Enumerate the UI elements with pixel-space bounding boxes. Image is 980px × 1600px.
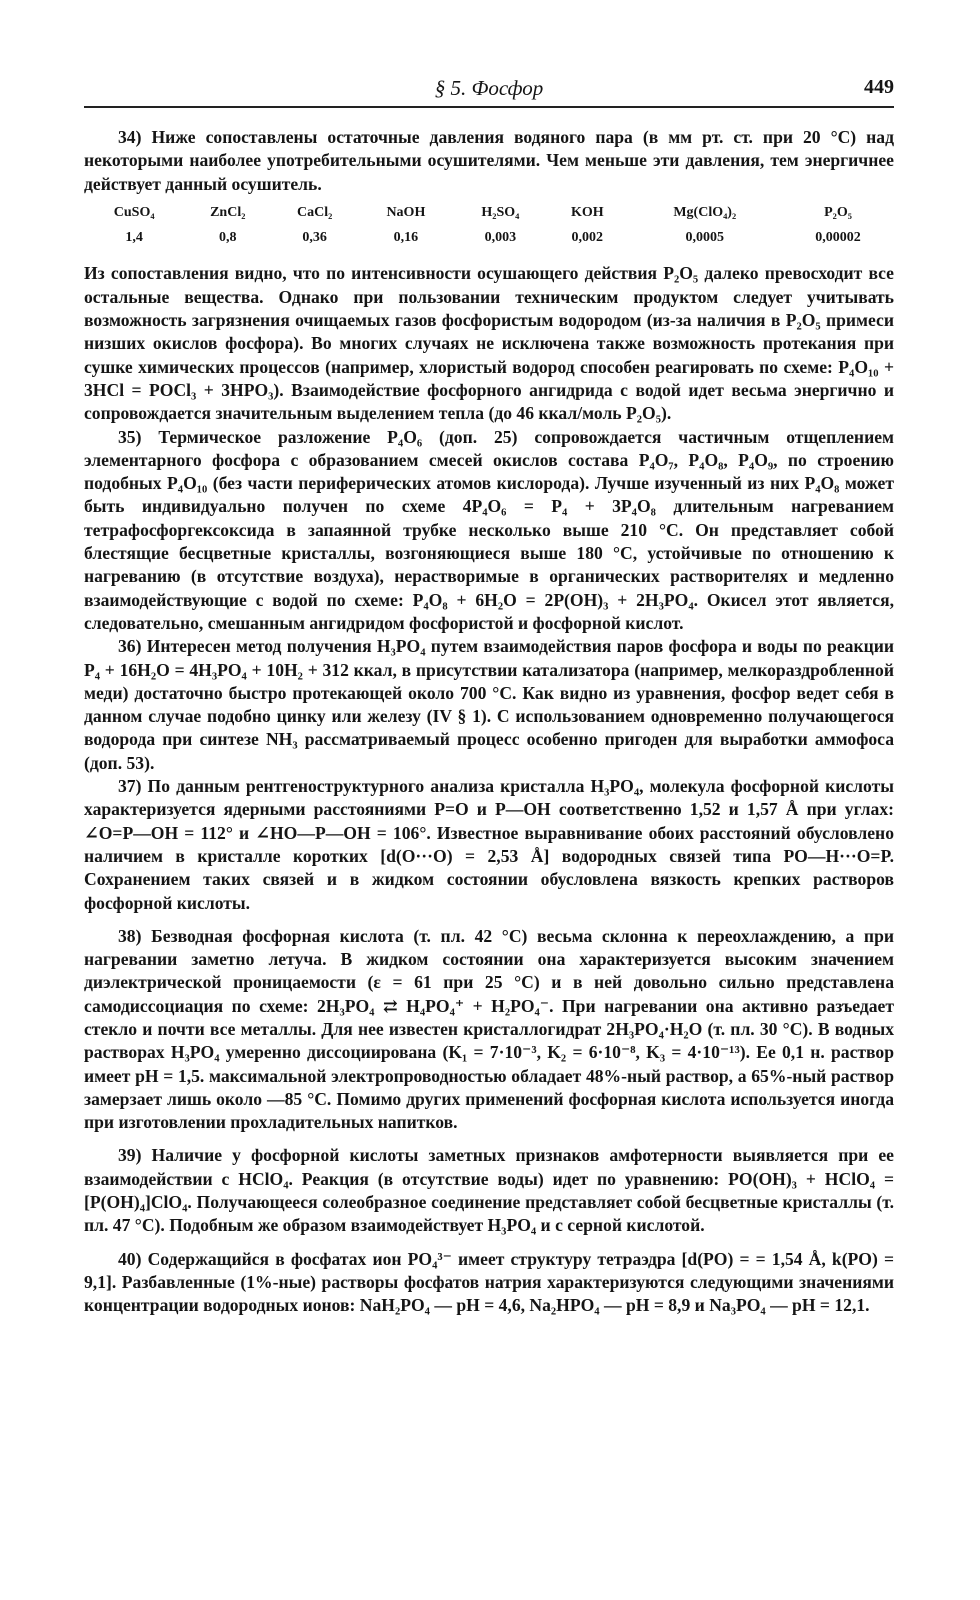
note-34-continued: Из сопоставления видно, что по интенсивности осушающего действия P₂O₅ далеко превосходит все остальные вещества. Однако при пользовании техническим продуктом следует учитывать возможность загрязнения очищаемых газов фосфористым водородом (из-за наличия в P₂O₅ примеси низших окислов фосфора). Во многих случаях не исключена также возможность протекания при сушке химических процессов (например, хлористый водород способен реагировать по схеме: P₄O₁₀ + 3HCl = POCl₃ + 3HPO₃). Взаимодействие фосфорного ангидрида с водой идет весьма энергично и сопровождается значительным выделением тепла (до 46 ккал/моль P₂O₅). <box>84 263 894 424</box>
pressure-value: 1,4 <box>125 230 143 246</box>
pressure-value: 0,0005 <box>685 230 724 246</box>
note-39: 39) Наличие у фосфорной кислоты заметных признаков амфотерности выявляется при ее взаимодействии с HClO₄. Реакция (в отсутствие воды) идет по уравнению: PO(OH)₃ + HClO₄ = [P(OH)₄]ClO₄. Получающееся солеобразное соединение представляет собой бесцветные кристаллы (т. пл. 47 °С). Подобным же образом взаимодействует H₃PO₄ и с серной кислотой. <box>84 1145 894 1236</box>
desiccant-table <box>84 200 894 251</box>
desiccant-name: ZnCl₂ <box>210 204 246 220</box>
header-rule <box>84 106 894 108</box>
section-title: § 5. Фосфор <box>434 76 544 100</box>
page-body <box>84 126 894 1318</box>
pressure-value: 0,002 <box>571 230 604 246</box>
note-36: 36) Интересен метод получения H₃PO₄ путем взаимодействия паров фосфора и воды по реакции P₄ + 16H₂O = 4H₃PO₄ + 10H₂ + 312 ккал, в присутствии катализатора (например, мелкораздробленной меди) достаточно быстро протекающей около 700 °С. Как видно из уравнения, фосфор ведет себя в данном случае подобно цинку или железу (IV § 1). С использованием одновременно получающегося водорода при синтезе NH₃ рассматриваемый процесс особенно пригоден для выработки аммофоса (доп. 53). <box>84 636 894 773</box>
running-header <box>84 76 894 104</box>
desiccant-name: Mg(ClO₄)₂ <box>673 204 737 220</box>
desiccant-name: CaCl₂ <box>296 204 333 220</box>
pressure-value: 0,003 <box>484 230 517 246</box>
desiccant-name: H₂SO₄ <box>481 204 520 220</box>
desiccant-name: P₂O₅ <box>824 204 852 220</box>
page-number: 449 <box>864 76 894 98</box>
note-37: 37) По данным рентгеноструктурного анализа кристалла H₃PO₄, молекула фосфорной кислоты характеризуется ядерными расстояниями P=O и P—OH соответственно 1,52 и 1,57 Å при углах: ∠O=P—OH = 112° и ∠HO—P—OH = 106°. Известное выравнивание обоих расстояний обусловлено наличием в кристалле коротких [d(O···O) = 2,53 Å] водородных связей типа PO—H···O=P. Сохранением таких связей и в жидком состоянии обусловлена вязкость крепких растворов фосфорной кислоты. <box>84 776 894 913</box>
pressure-value: 0,8 <box>219 230 237 246</box>
note-40: 40) Содержащийся в фосфатах ион PO₄³⁻ имеет структуру тетраэдра [d(PO) = = 1,54 Å, k(PO) = 9,1]. Разбавленные (1%-ные) растворы фосфатов натрия характеризуются следующими значениями концентрации водородных ионов: NaH₂PO₄ — pH = 4,6, Na₂HPO₄ — pH = 8,9 и Na₃PO₄ — pH = 12,1. <box>84 1248 894 1316</box>
desiccant-name: CuSO₄ <box>113 204 155 220</box>
note-34: 34) Ниже сопоставлены остаточные давления водяного пара (в мм рт. ст. при 20 °С) над некоторыми наиболее употребительными осушителями. Чем меньше эти давления, тем энергичнее действует данный осушитель. <box>84 127 894 194</box>
pressure-value: 0,36 <box>302 230 327 246</box>
pressure-values-row <box>84 225 894 250</box>
note-35: 35) Термическое разложение P₄O₆ (доп. 25) сопровождается частичным отщеплением элементарного фосфора с образованием смесей окислов состава P₄O₇, P₄O₈, P₄O₉, по строению подобных P₄O₁₀ (без части периферических атомов кислорода). Лучше изученный из них P₄O₈ может быть индивидуально получен по схеме 4P₄O₆ = P₄ + 3P₄O₈ длительным нагреванием тетрафосфоргексоксида в запаянной трубке несколько выше 210 °С. Он представляет собой блестящие бесцветные кристаллы, возгоняющиеся выше 180 °С, устойчивые по отношению к нагреванию (в отсутствие воздуха), нерастворимые в органических растворителях и медленно взаимодействующие с водой по схеме: P₄O₈ + 6H₂O = 2P(OH)₃ + 2H₃PO₄. Окисел этот является, следовательно, смешанным ангидридом фосфористой и фосфорной кислот. <box>84 426 894 633</box>
pressure-value: 0,16 <box>393 230 419 246</box>
pressure-value: 0,00002 <box>815 230 861 246</box>
desiccant-name: KOH <box>570 204 604 220</box>
note-38: 38) Безводная фосфорная кислота (т. пл. 42 °С) весьма склонна к переохлаждению, а при нагревании заметно летуча. В жидком состоянии она характеризуется высоким значением диэлектрической проницаемости (ε = 61 при 25 °С) и в ней довольно сильно представлена самодиссоциация по схеме: 2H₃PO₄ ⇄ H₄PO₄⁺ + H₂PO₄⁻. При нагревании она активно разъедает стекло и почти все металлы. Для нее известен кристаллогидрат 2H₃PO₄·H₂O (т. пл. 30 °С). В водных растворах H₃PO₄ умеренно диссоциирована (K₁ = 7·10⁻³, K₂ = 6·10⁻⁸, K₃ = 4·10⁻¹³). Ее 0,1 н. раствор имеет pH = 1,5. максимальной электропроводностью обладает 48%-ный раствор, а 65%-ный раствор замерзает лишь около —85 °С. Помимо других применений фосфорная кислота используется иногда при изготовлении прохладительных напитков. <box>84 925 894 1133</box>
desiccant-name: NaOH <box>386 204 426 220</box>
desiccant-names-row <box>84 200 894 225</box>
